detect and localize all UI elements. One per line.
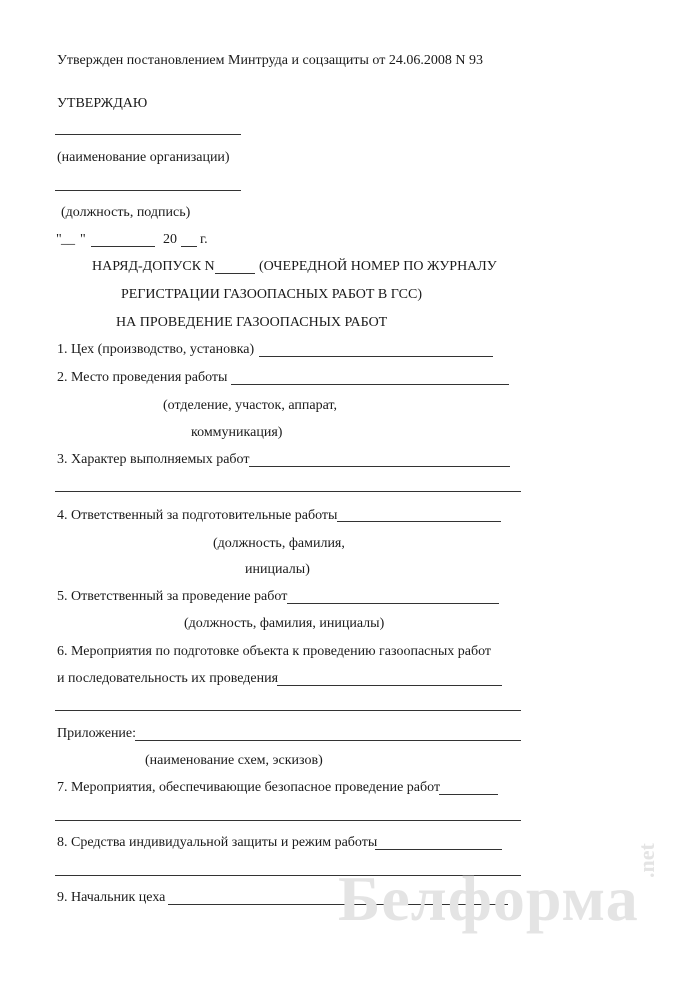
section-2-caption-2: коммуникация) <box>191 425 283 440</box>
section-3-blank-line-2[interactable] <box>55 491 521 492</box>
appendix-blank-line[interactable] <box>135 740 521 741</box>
approval-note: Утвержден постановлением Минтруда и соцзащиты от 24.06.2008 N 93 <box>57 53 483 68</box>
position-signature-caption: (должность, подпись) <box>61 205 191 220</box>
section-7-label: 7. Мероприятия, обеспечивающие безопасное проведение работ <box>57 780 441 795</box>
section-8-blank-line[interactable] <box>375 849 502 850</box>
permit-number-blank-line[interactable] <box>215 273 255 274</box>
title-line1-end: (ОЧЕРЕДНОЙ НОМЕР ПО ЖУРНАЛУ <box>259 259 497 274</box>
section-4-caption-2: инициалы) <box>245 562 310 577</box>
section-1-blank-line[interactable] <box>259 356 493 357</box>
date-quote-open: " <box>56 232 62 247</box>
section-4-caption-1: (должность, фамилия, <box>213 536 345 551</box>
section-8-label: 8. Средства индивидуальной защиты и режим работы <box>57 835 378 850</box>
section-1-label: 1. Цех (производство, установка) <box>57 342 255 357</box>
date-year-prefix: 20 <box>163 232 177 247</box>
watermark-brand: Белформа <box>338 863 639 934</box>
section-5-blank-line[interactable] <box>287 603 499 604</box>
watermark-suffix: .net <box>634 843 659 878</box>
date-year-suffix: г. <box>200 232 208 247</box>
section-6-label-line-2: и последовательность их проведения <box>57 671 279 686</box>
section-2-blank-line[interactable] <box>231 384 509 385</box>
section-4-blank-line[interactable] <box>337 521 501 522</box>
section-4-label: 4. Ответственный за подготовительные работы <box>57 508 338 523</box>
title-line3: НА ПРОВЕДЕНИЕ ГАЗООПАСНЫХ РАБОТ <box>116 315 388 330</box>
section-9-label: 9. Начальник цеха <box>57 890 166 905</box>
section-2-caption-1: (отделение, участок, аппарат, <box>163 398 337 413</box>
appendix-label: Приложение: <box>57 726 137 741</box>
approve-title: УТВЕРЖДАЮ <box>57 96 148 111</box>
section-6-label-line-1: 6. Мероприятия по подготовке объекта к проведению газоопасных работ <box>57 644 492 659</box>
organization-blank-line[interactable] <box>55 134 241 135</box>
title-line2: РЕГИСТРАЦИИ ГАЗООПАСНЫХ РАБОТ В ГСС) <box>121 287 423 302</box>
date-month-blank-line[interactable] <box>91 246 155 247</box>
date-year-blank-line[interactable] <box>181 246 197 247</box>
section-7-blank-line[interactable] <box>439 794 498 795</box>
section-6-blank-line-2[interactable] <box>55 710 521 711</box>
section-5-caption: (должность, фамилия, инициалы) <box>184 616 385 631</box>
title-line1-start: НАРЯД-ДОПУСК N <box>92 259 215 274</box>
date-day-field[interactable]: __ <box>61 232 75 247</box>
section-3-blank-line[interactable] <box>249 466 510 467</box>
section-7-blank-line-2[interactable] <box>55 820 521 821</box>
appendix-caption: (наименование схем, эскизов) <box>145 753 323 768</box>
section-3-label: 3. Характер выполняемых работ <box>57 452 250 467</box>
organization-caption: (наименование организации) <box>57 150 230 165</box>
section-5-label: 5. Ответственный за проведение работ <box>57 589 288 604</box>
section-2-label: 2. Место проведения работы <box>57 370 228 385</box>
section-6-blank-line[interactable] <box>277 685 502 686</box>
position-signature-blank-line[interactable] <box>55 190 241 191</box>
date-quote-close: " <box>80 232 86 247</box>
